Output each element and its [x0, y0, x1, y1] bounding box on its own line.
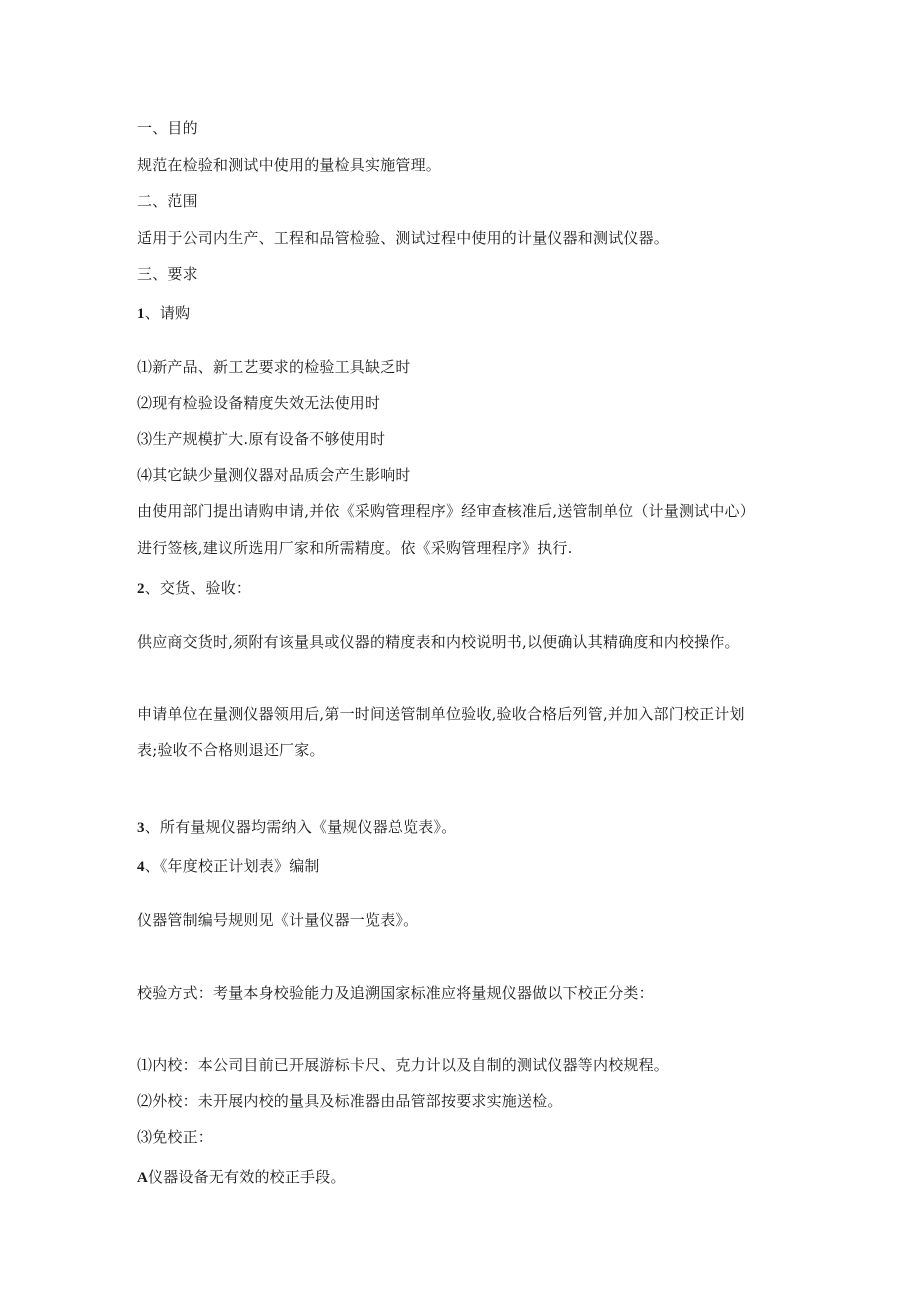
purpose-text: 规范在检验和测试中使用的量检具实施管理。 — [137, 156, 442, 174]
purchase-procedure-text-cont: 进行签核,建议所选用厂家和所需精度。依《采购管理程序》执行. — [137, 539, 573, 557]
item-heading-text: 、所有量规仪器均需纳入《量规仪器总览表》。 — [144, 818, 457, 836]
purchase-condition-4: ⑷其它缺少量测仪器对品质会产生影响时 — [137, 466, 411, 484]
item-number: 4 — [137, 859, 145, 875]
section-heading-requirements: 三、要求 — [137, 265, 198, 283]
item-heading-annual-plan — [137, 856, 320, 877]
calibration-internal: ⑴内校：本公司目前已开展游标卡尺、克力计以及自制的测试仪器等内校规程。 — [137, 1056, 670, 1074]
exempt-item-text: 仪器设备无有效的校正手段。 — [148, 1168, 346, 1186]
purchase-procedure-text: 由使用部门提出请购申请,并依《采购管理程序》经审查核准后,送管制单位（计量测试中心） — [137, 502, 755, 520]
purchase-condition-3: ⑶生产规模扩大.原有设备不够使用时 — [137, 430, 386, 448]
purchase-condition-1: ⑴新产品、新工艺要求的检验工具缺乏时 — [137, 358, 411, 376]
item-number: 3 — [137, 820, 145, 836]
acceptance-text: 申请单位在量测仪器领用后,第一时间送管制单位验收,验收合格后列管,并加入部门校正计划 — [137, 705, 745, 723]
acceptance-text-cont: 表;验收不合格则退还厂家。 — [137, 741, 325, 759]
section-heading-scope: 二、范围 — [137, 192, 198, 210]
calibration-external: ⑵外校：未开展内校的量具及标准器由品管部按要求实施送检。 — [137, 1092, 563, 1110]
item-heading-text: 、请购 — [144, 304, 191, 322]
item-letter: A — [137, 1170, 149, 1186]
calibration-method-text: 校验方式：考量本身校验能力及追溯国家标准应将量规仪器做以下校正分类： — [137, 984, 654, 1002]
purchase-condition-2: ⑵现有检验设备精度失效无法使用时 — [137, 394, 381, 412]
numbering-rule-text: 仪器管制编号规则见《计量仪器一览表》。 — [137, 911, 419, 929]
calibration-exempt: ⑶免校正： — [137, 1128, 214, 1146]
item-heading-text: 、《年度校正计划表》编制 — [144, 857, 320, 875]
scope-text: 适用于公司内生产、工程和品管检验、测试过程中使用的计量仪器和测试仪器。 — [137, 229, 670, 247]
section-heading-purpose: 一、目的 — [137, 119, 198, 137]
item-heading-purchase — [137, 303, 190, 324]
item-heading-delivery — [137, 578, 251, 599]
item-number: 1 — [137, 306, 145, 322]
item-heading-text: 、交货、验收： — [144, 579, 252, 597]
delivery-text: 供应商交货时,须附有该量具或仪器的精度表和内校说明书,以便确认其精确度和内校操作。 — [137, 633, 740, 651]
item-number: 2 — [137, 581, 145, 597]
item-heading-inventory — [137, 817, 456, 838]
exempt-item-a — [137, 1167, 346, 1188]
